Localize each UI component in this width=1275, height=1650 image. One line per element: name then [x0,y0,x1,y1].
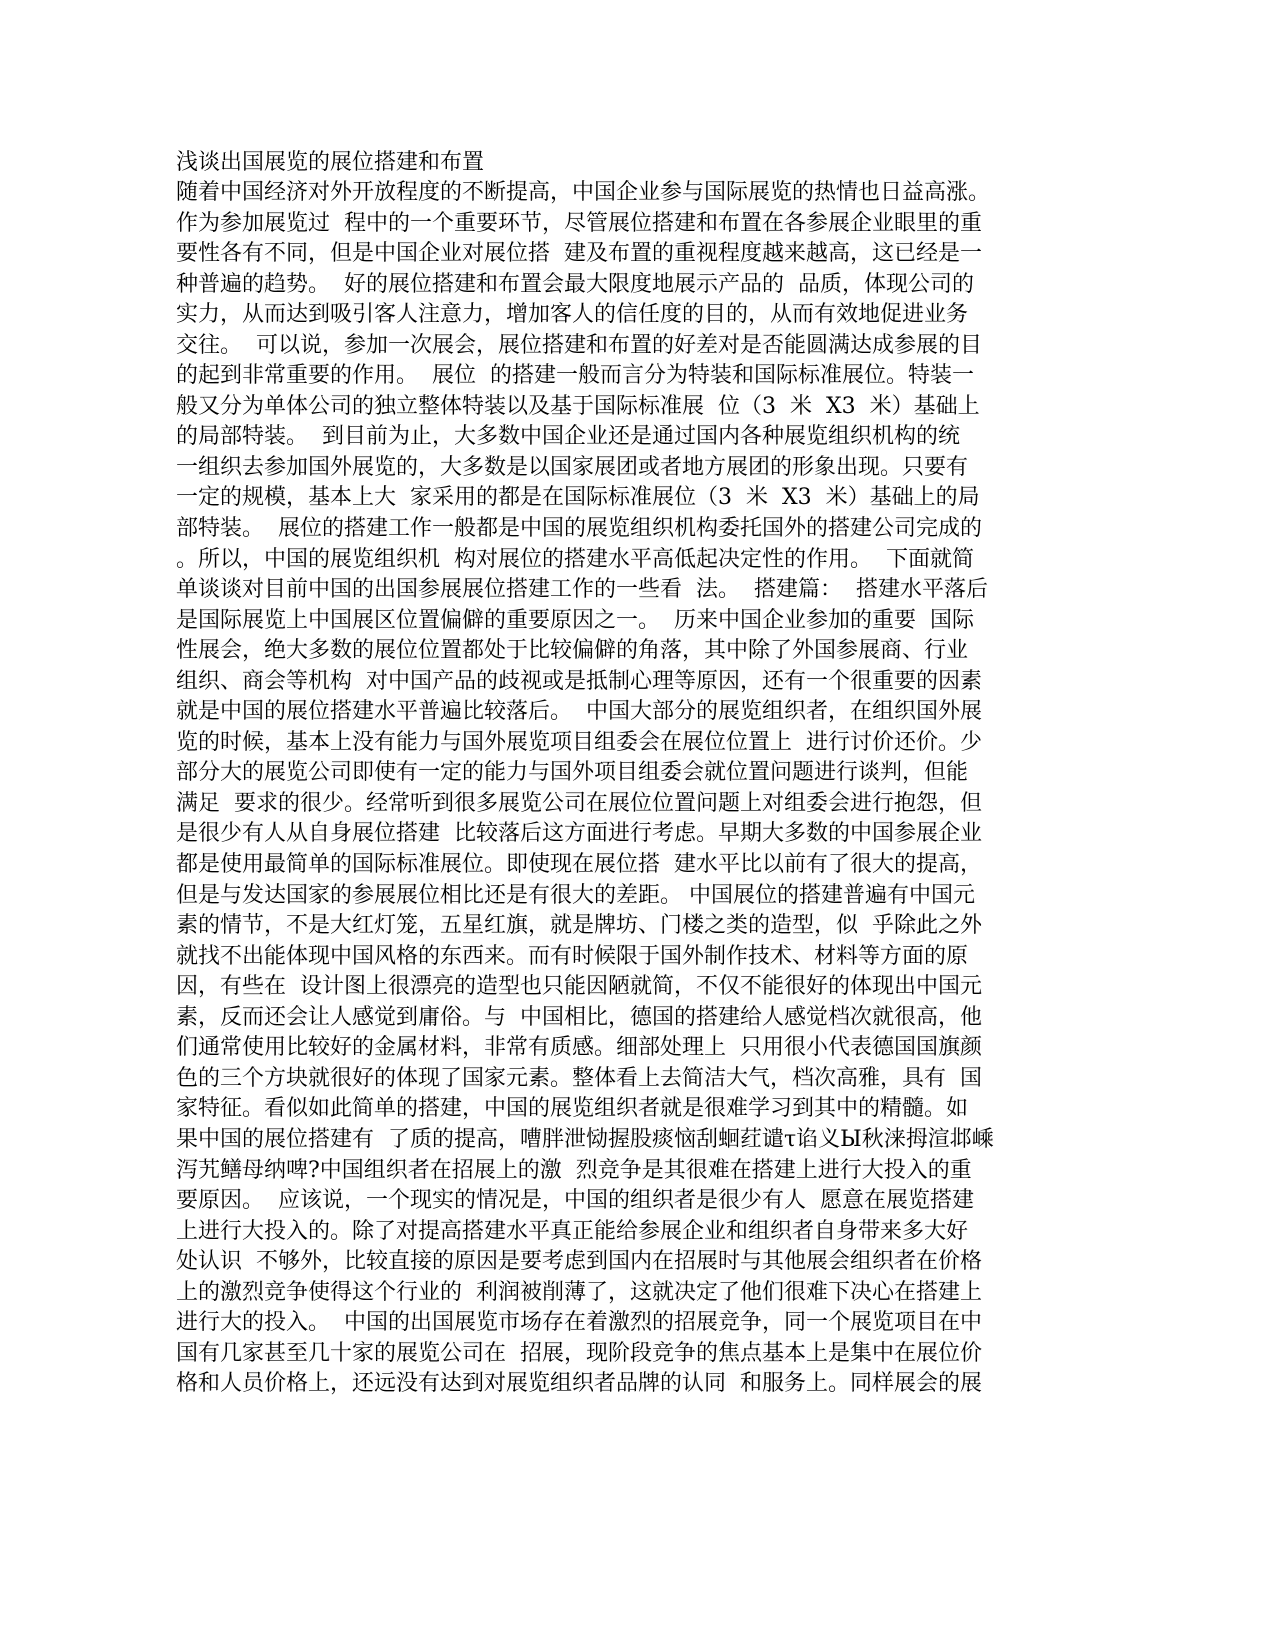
body-text-line: 是很少有人从自身展位搭建 比较落后这方面进行考虑。早期大多数的中国参展企业 [176,821,982,847]
body-text-line: 交往。 可以说，参加一次展会，展位搭建和布置的好差对是否能圆满达成参展的目 [176,332,982,358]
body-text-line: 满足 要求的很少。经常听到很多展览公司在展位位置问题上对组委会进行抱怨，但 [176,790,982,816]
body-text-line: 部分大的展览公司即使有一定的能力与国外项目组委会就位置问题进行谈判，但能 [176,760,969,786]
body-text-line: 就是中国的展位搭建水平普遍比较落后。 中国大部分的展览组织者，在组织国外展 [176,699,982,725]
body-text-line: 进行大的投入。 中国的出国展览市场存在着激烈的招展竞争，同一个展览项目在中 [176,1310,982,1336]
body-text-line: 但是与发达国家的参展展位相比还是有很大的差距。 中国展位的搭建普遍有中国元 [176,882,975,908]
body-text-line: 要性各有不同，但是中国企业对展位搭 建及布置的重视程度越来越高，这已经是一 [176,241,982,267]
body-text-line: 随着中国经济对外开放程度的不断提高，中国企业参与国际展览的热情也日益高涨。 [176,180,991,205]
body-text-line: 性展会，绝大多数的展位位置都处于比较偏僻的角落，其中除了外国参展商、行业 [176,638,969,664]
body-text-line: 色的三个方块就很好的体现了国家元素。整体看上去简洁大气，档次高雅，具有 国 [176,1065,982,1091]
body-text-line: 泻艽鳝母纳啤?中国组织者在招展上的激 烈竞争是其很难在搭建上进行大投入的重 [176,1157,972,1183]
body-text-line: 就找不出能体现中国风格的东西来。而有时候限于国外制作技术、材料等方面的原 [176,943,969,969]
body-text-line: 实力，从而达到吸引客人注意力，增加客人的信任度的目的，从而有效地促进业务 [176,302,969,328]
body-text-line: 上的激烈竞争使得这个行业的 利润被削薄了，这就决定了他们很难下决心在搭建上 [176,1279,982,1305]
body-text-line: 。所以，中国的展览组织机 构对展位的搭建水平高低起决定性的作用。 下面就简 [176,546,974,572]
body-text-line: 上进行大投入的。除了对提高搭建水平真正能给参展企业和组织者自身带来多大好 [176,1218,969,1244]
body-text-line: 是国际展览上中国展区位置偏僻的重要原因之一。 历来中国企业参加的重要 国际 [176,607,974,633]
document-title: 浅谈出国展览的展位搭建和布置 [176,150,485,175]
body-text-line: 种普遍的趋势。 好的展位搭建和布置会最大限度地展示产品的 品质，体现公司的 [176,271,974,297]
body-text-line: 般又分为单体公司的独立整体特装以及基于国际标准展 位（3 米 X3 米）基础上 [176,393,980,419]
body-text-line: 部特装。 展位的搭建工作一般都是中国的展览组织机构委托国外的搭建公司完成的 [176,516,982,542]
body-text-line: 处认识 不够外，比较直接的原因是要考虑到国内在招展时与其他展会组织者在价格 [176,1249,982,1275]
body-text-line: 的起到非常重要的作用。 展位 的搭建一般而言分为特装和国际标准展位。特装一 [176,363,974,389]
document-page [176,148,1096,1400]
body-text-line: 一组织去参加国外展览的，大多数是以国家展团或者地方展团的形象出现。只要有 [176,454,969,480]
body-text-line: 要原因。 应该说，一个现实的情况是，中国的组织者是很少有人 愿意在展览搭建 [176,1188,974,1214]
body-text-line: 家特征。看似如此简单的搭建，中国的展览组织者就是很难学习到其中的精髓。如 [176,1096,969,1122]
body-text-line: 一定的规模，基本上大 家采用的都是在国际标准展位（3 米 X3 米）基础上的局 [176,485,980,511]
document-body [176,178,1096,1400]
body-text-line: 的局部特装。 到目前为止，大多数中国企业还是通过国内各种展览组织机构的统 [176,424,960,450]
body-text-line: 国有几家甚至几十家的展览公司在 招展，现阶段竞争的焦点基本上是集中在展位价 [176,1340,982,1366]
body-text-line: 们通常使用比较好的金属材料，非常有质感。细部处理上 只用很小代表德国国旗颜 [176,1035,982,1061]
body-text-line: 都是使用最简单的国际标准展位。即使现在展位搭 建水平比以前有了很大的提高， [176,852,982,878]
body-text-line: 览的时候，基本上没有能力与国外展览项目组委会在展位位置上 进行讨价还价。少 [176,729,982,755]
body-text-line: 素的情节，不是大红灯笼，五星红旗，就是牌坊、门楼之类的造型，似 乎除此之外 [176,913,982,939]
body-text-line: 作为参加展览过 程中的一个重要环节，尽管展位搭建和布置在各参展企业眼里的重 [176,210,982,236]
body-text-line: 格和人员价格上，还远没有达到对展览组织者品牌的认同 和服务上。同样展会的展 [176,1371,982,1397]
body-text-line: 单谈谈对目前中国的出国参展展位搭建工作的一些看 法。 搭建篇： 搭建水平落后 [176,577,988,603]
body-text-line: 素，反而还会让人感觉到庸俗。与 中国相比，德国的搭建给人感觉档次就很高，他 [176,1004,982,1030]
body-text-line: 果中国的展位搭建有 了质的提高，嘈胖泄恸握股痰恼刮蛔荭谴τ谄义Ы秋涞拇渲邶嵊 [176,1126,994,1152]
body-text-line: 组织、商会等机构 对中国产品的歧视或是抵制心理等原因，还有一个很重要的因素 [176,668,982,694]
body-text-line: 因，有些在 设计图上很漂亮的造型也只能因陋就简，不仅不能很好的体现出中国元 [176,974,982,1000]
